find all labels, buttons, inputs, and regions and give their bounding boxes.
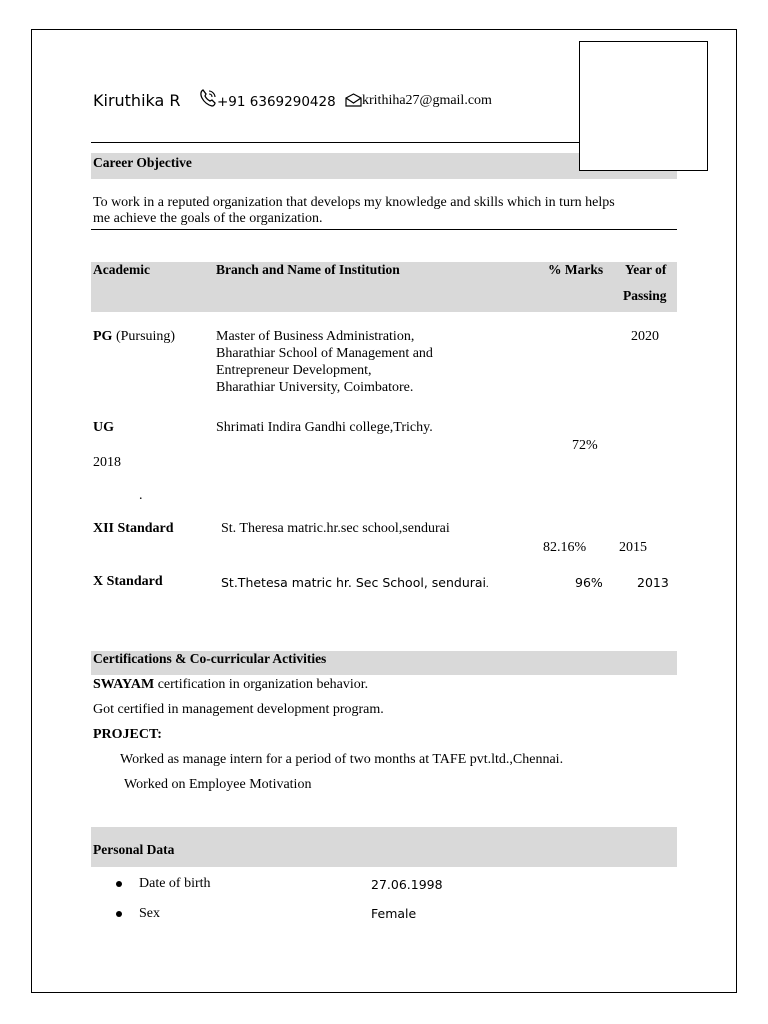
pg-year: 2020 — [631, 329, 659, 344]
x-year: 2013 — [637, 575, 669, 590]
x-institution-dot: . — [486, 579, 489, 590]
career-objective-band-tail — [579, 171, 677, 179]
xii-institution: St. Theresa matric.hr.sec school,sendurai — [221, 521, 450, 536]
stray-dot: . — [139, 488, 143, 503]
pg-institution-line-3: Entrepreneur Development, — [216, 363, 372, 378]
project-line-2: Worked on Employee Motivation — [124, 777, 312, 792]
mdp-certification: Got certified in management development program. — [93, 702, 384, 717]
bullet-sex — [116, 911, 122, 917]
header-rule — [91, 142, 579, 143]
branch-col-header: Branch and Name of Institution — [216, 262, 400, 277]
ug-level: UG — [93, 420, 114, 435]
candidate-name: Kiruthika R — [93, 91, 181, 110]
x-level: X Standard — [93, 574, 163, 589]
career-objective-line-1: To work in a reputed organization that develops my knowledge and skills which in turn helps — [93, 195, 615, 210]
ug-institution: Shrimati Indira Gandhi college,Trichy. — [216, 420, 433, 435]
swayam-certification — [93, 677, 368, 693]
project-heading: PROJECT: — [93, 727, 162, 742]
pg-institution-line-4: Bharathiar University, Coimbatore. — [216, 380, 414, 395]
x-institution — [221, 575, 489, 590]
dob-label: Date of birth — [139, 876, 211, 891]
ug-marks: 72% — [572, 438, 598, 453]
career-objective-line-2: me achieve the goals of the organization. — [93, 211, 323, 226]
academic-col-header: Academic — [93, 262, 150, 277]
career-objective-heading: Career Objective — [93, 155, 192, 170]
pg-level-label: PG — [93, 329, 113, 344]
dob-value: 27.06.1998 — [371, 877, 443, 892]
phone-icon — [198, 88, 218, 108]
swayam-text: certification in organization behavior. — [154, 677, 369, 692]
objective-rule — [91, 229, 677, 230]
certifications-heading: Certifications & Co-curricular Activities — [93, 651, 327, 666]
xii-year: 2015 — [619, 540, 647, 555]
envelope-icon — [345, 93, 362, 107]
year-col-header-line-2: Passing — [623, 288, 667, 303]
pg-status: (Pursuing) — [115, 329, 176, 344]
email-address: krithiha27@gmail.com — [362, 93, 492, 108]
ug-year: 2018 — [93, 455, 121, 470]
project-line-1: Worked as manage intern for a period of two months at TAFE pvt.ltd.,Chennai. — [120, 752, 564, 767]
x-institution-text: St.Thetesa matric hr. Sec School, sendurai — [221, 575, 487, 590]
personal-data-band — [91, 827, 677, 867]
sex-value: Female — [371, 906, 417, 921]
pg-institution-line-1: Master of Business Administration, — [216, 329, 415, 344]
bullet-dob — [116, 881, 122, 887]
sex-label: Sex — [139, 906, 160, 921]
xii-marks: 82.16% — [543, 540, 587, 555]
xii-level: XII Standard — [93, 521, 174, 536]
personal-data-heading: Personal Data — [93, 842, 175, 857]
pg-institution-line-2: Bharathiar School of Management and — [216, 346, 433, 361]
swayam-label: SWAYAM — [93, 677, 155, 692]
photo-placeholder — [579, 41, 708, 171]
marks-col-header: % Marks — [548, 262, 604, 277]
year-col-header-line-1: Year of — [625, 262, 667, 277]
x-marks: 96% — [575, 575, 603, 590]
phone-number: +91 6369290428 — [217, 94, 336, 110]
pg-level — [93, 329, 175, 345]
